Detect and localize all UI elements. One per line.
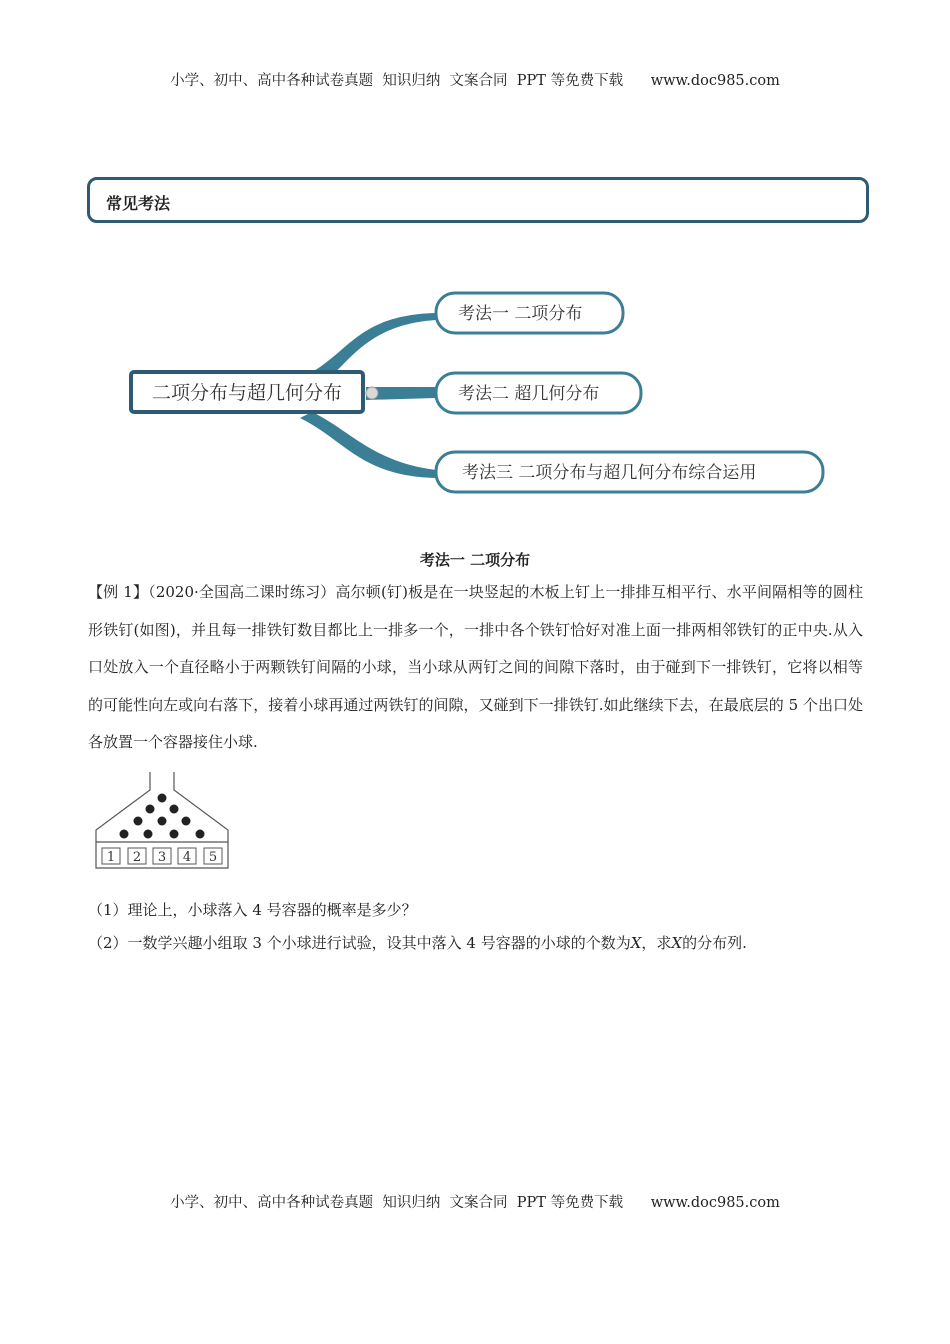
galton-board-figure: [94, 768, 234, 872]
section-box: [87, 177, 869, 223]
question-2-part-b: ，求: [641, 934, 672, 952]
variable-x: X: [630, 934, 642, 952]
mindmap-center-label: 二项分布与超几何分布: [151, 382, 343, 404]
mindmap-connector-dot: [366, 387, 378, 399]
section-title: 考法一 二项分布: [419, 551, 531, 569]
variable-x: X: [671, 934, 683, 952]
container-label-3: 3: [157, 850, 167, 865]
container-label-2: 2: [132, 850, 142, 865]
question-2: [88, 932, 747, 953]
container-label-5: 5: [208, 850, 218, 865]
branch-connector-bottom: [300, 412, 436, 478]
mindmap-branch-label-1: 考法一 二项分布: [458, 304, 583, 324]
container-label-1: 1: [106, 850, 116, 865]
mindmap-branch-label-2: 考法二 超几何分布: [458, 384, 600, 404]
page-footer: 小学、初中、高中各种试卷真题 知识归纳 文案合同 PPT 等免费下载 www.doc985.com: [170, 1195, 780, 1211]
mind-map: [0, 280, 950, 510]
container-label-4: 4: [182, 850, 192, 865]
question-2-part-c: 的分布列.: [682, 934, 747, 952]
question-1: （1）理论上，小球落入 4 号容器的概率是多少？: [88, 901, 417, 919]
example-label: 【例 1】: [88, 583, 149, 601]
section-box-title: 常见考法: [106, 194, 171, 213]
example-paragraph: [88, 574, 863, 762]
example-body: 高尔顿(钉)板是在一块竖起的木板上钉上一排排互相平行、水平间隔相等的圆柱形铁钉(如图)，并且每一排铁钉数目都比上一排多一个，一排中各个铁钉恰好对准上面一排两相邻铁钉的正中央.从入口处放入一个直径略小于两颗铁钉间隔的小球，当小球从两钉之间的间隙下落时，由于碰到下一排铁钉，它将以相等的可能性向左或向右落下，接着小球再通过两铁钉的间隙，又碰到下一排铁钉.如此继续下去，在最底层的 5 个出口处各放置一个容器接住小球.: [88, 583, 863, 751]
example-source: （2020·全国高二课时练习）: [148, 583, 336, 601]
question-2-part-a: （2）一数学兴趣小组取 3 个小球进行试验，设其中落入 4 号容器的小球的个数为: [88, 934, 631, 952]
branch-connector-top: [312, 313, 436, 377]
page-header: 小学、初中、高中各种试卷真题 知识归纳 文案合同 PPT 等免费下载 www.doc985.com: [170, 73, 780, 89]
mindmap-branch-label-3: 考法三 二项分布与超几何分布综合运用: [462, 463, 757, 483]
